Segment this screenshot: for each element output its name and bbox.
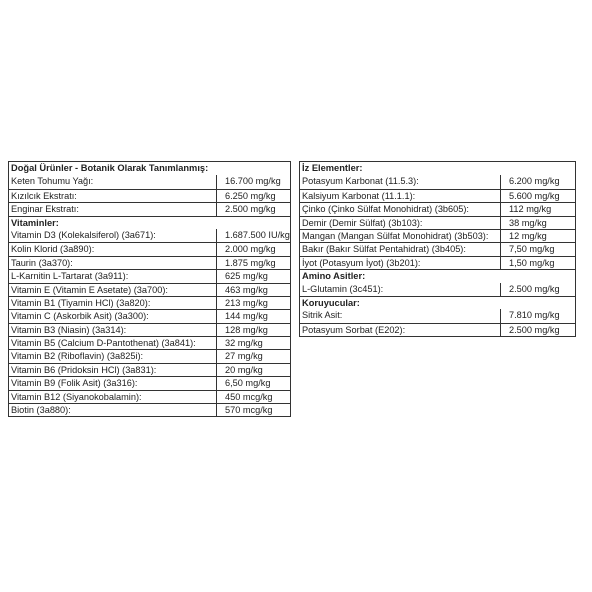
ingredient-amount: 1,50 mg/kg	[509, 257, 555, 268]
table-row	[9, 242, 290, 255]
ingredient-amount: 6.250 mg/kg	[225, 190, 276, 201]
table-row	[9, 189, 290, 202]
ingredient-name: Keten Tohumu Yağı:	[9, 175, 217, 188]
section-title: Vitaminler:	[11, 217, 59, 228]
ingredient-name: Çinko (Çinko Sülfat Monohidrat) (3b605):	[300, 203, 501, 215]
ingredient-amount: 112 mg/kg	[509, 204, 552, 215]
section-title: Amino Asitler:	[302, 271, 366, 282]
ingredient-amount: 2.500 mg/kg	[509, 324, 560, 335]
ingredient-amount: 7.810 mg/kg	[509, 310, 560, 321]
ingredient-amount: 144 mg/kg	[225, 311, 268, 322]
ingredient-name: Mangan (Mangan Sülfat Monohidrat) (3b503):	[300, 230, 501, 242]
table-row	[9, 283, 290, 296]
table-row	[9, 175, 290, 188]
ingredient-amount: 450 mcg/kg	[225, 391, 273, 402]
ingredient-amount: 2.500 mg/kg	[225, 204, 276, 215]
table-row	[300, 189, 575, 202]
ingredient-name: Sitrik Asit:	[300, 309, 501, 322]
table-row	[9, 363, 290, 376]
ingredient-amount: 38 mg/kg	[509, 217, 547, 228]
ingredient-amount: 6,50 mg/kg	[225, 378, 271, 389]
ingredient-name: Kalsiyum Karbonat (11.1.1):	[300, 190, 501, 202]
table-row	[9, 390, 290, 403]
ingredient-amount: 213 mg/kg	[225, 297, 268, 308]
ingredient-amount: 27 mg/kg	[225, 351, 263, 362]
section-title: Koruyucular:	[302, 297, 360, 308]
table-row	[300, 283, 575, 296]
table-row	[300, 216, 575, 229]
ingredient-amount: 2.000 mg/kg	[225, 244, 276, 255]
trace-elements-list	[300, 175, 575, 269]
nutrition-table-left	[8, 161, 291, 417]
ingredient-name: L-Karnitin L-Tartarat (3a911):	[9, 270, 217, 282]
ingredient-amount: 625 mg/kg	[225, 271, 268, 282]
ingredient-name: Vitamin D3 (Kolekalsiferol) (3a671):	[9, 229, 217, 242]
ingredient-name: Bakır (Bakır Sülfat Pentahidrat) (3b405):	[300, 243, 501, 255]
ingredient-name: Vitamin B12 (Siyanokobalamin):	[9, 391, 217, 403]
vitamins-list	[9, 229, 290, 416]
table-row	[9, 403, 290, 416]
table-row	[9, 323, 290, 336]
table-row	[9, 296, 290, 309]
table-row	[300, 229, 575, 242]
ingredient-amount: 2.500 mg/kg	[509, 283, 560, 294]
ingredient-name: Taurin (3a370):	[9, 257, 217, 269]
ingredient-name: İyot (Potasyum İyot) (3b201):	[300, 257, 501, 269]
table-row	[300, 175, 575, 188]
ingredient-name: Kızılcık Ekstratı:	[9, 190, 217, 202]
table-row	[9, 349, 290, 362]
section-header-trace-elements	[300, 162, 575, 175]
table-row	[300, 202, 575, 215]
ingredient-amount: 6.200 mg/kg	[509, 176, 560, 187]
ingredient-name: Vitamin B1 (Tiyamin HCl) (3a820):	[9, 297, 217, 309]
ingredient-name: Demir (Demir Sülfat) (3b103):	[300, 217, 501, 229]
table-row	[9, 229, 290, 242]
ingredient-amount: 128 mg/kg	[225, 324, 268, 335]
ingredient-amount: 570 mcg/kg	[225, 405, 273, 416]
ingredient-name: Vitamin B3 (Niasin) (3a314):	[9, 324, 217, 336]
table-row	[9, 376, 290, 389]
section-header-vitamins	[9, 216, 290, 229]
section-title: İz Elementler:	[302, 163, 363, 173]
preservatives-list	[300, 309, 575, 336]
ingredient-name: Kolin Klorid (3a890):	[9, 243, 217, 255]
ingredient-name: Enginar Ekstratı:	[9, 203, 217, 215]
section-title: Doğal Ürünler - Botanik Olarak Tanımlanmış:	[11, 163, 209, 173]
ingredient-name: Vitamin B5 (Calcium D-Pantothenat) (3a841):	[9, 337, 217, 349]
table-row	[300, 323, 575, 336]
table-row	[9, 269, 290, 282]
table-row	[300, 242, 575, 255]
ingredient-name: Potasyum Karbonat (11.5.3):	[300, 175, 501, 188]
ingredient-amount: 32 mg/kg	[225, 338, 263, 349]
ingredient-name: Vitamin C (Askorbik Asit) (3a300):	[9, 310, 217, 322]
section-header-amino-acids	[300, 269, 575, 282]
section-header-natural-products	[9, 162, 290, 175]
table-row	[300, 309, 575, 322]
ingredient-amount: 20 mg/kg	[225, 364, 263, 375]
ingredient-name: Vitamin B6 (Pridoksin HCl) (3a831):	[9, 364, 217, 376]
ingredient-name: Vitamin E (Vitamin E Asetate) (3a700):	[9, 284, 217, 296]
section-header-preservatives	[300, 296, 575, 309]
amino-acids-list	[300, 283, 575, 296]
ingredient-amount: 16.700 mg/kg	[225, 176, 281, 187]
table-row	[9, 202, 290, 215]
table-row	[9, 336, 290, 349]
ingredient-amount: 1.875 mg/kg	[225, 257, 276, 268]
table-row	[300, 256, 575, 269]
ingredient-name: Vitamin B2 (Riboflavin) (3a825i):	[9, 350, 217, 362]
ingredient-amount: 463 mg/kg	[225, 284, 268, 295]
table-row	[9, 256, 290, 269]
ingredient-amount: 7,50 mg/kg	[509, 244, 555, 255]
ingredient-name: L-Glutamin (3c451):	[300, 283, 501, 296]
ingredient-amount: 1.687.500 IU/kg	[225, 229, 290, 240]
table-row	[9, 309, 290, 322]
ingredient-name: Potasyum Sorbat (E202):	[300, 324, 501, 336]
natural-products-list	[9, 175, 290, 215]
ingredient-name: Vitamin B9 (Folik Asit) (3a316):	[9, 377, 217, 389]
ingredient-name: Biotin (3a880):	[9, 404, 217, 416]
ingredient-amount: 12 mg/kg	[509, 230, 547, 241]
nutrition-table-right	[299, 161, 576, 337]
ingredient-amount: 5.600 mg/kg	[509, 190, 560, 201]
